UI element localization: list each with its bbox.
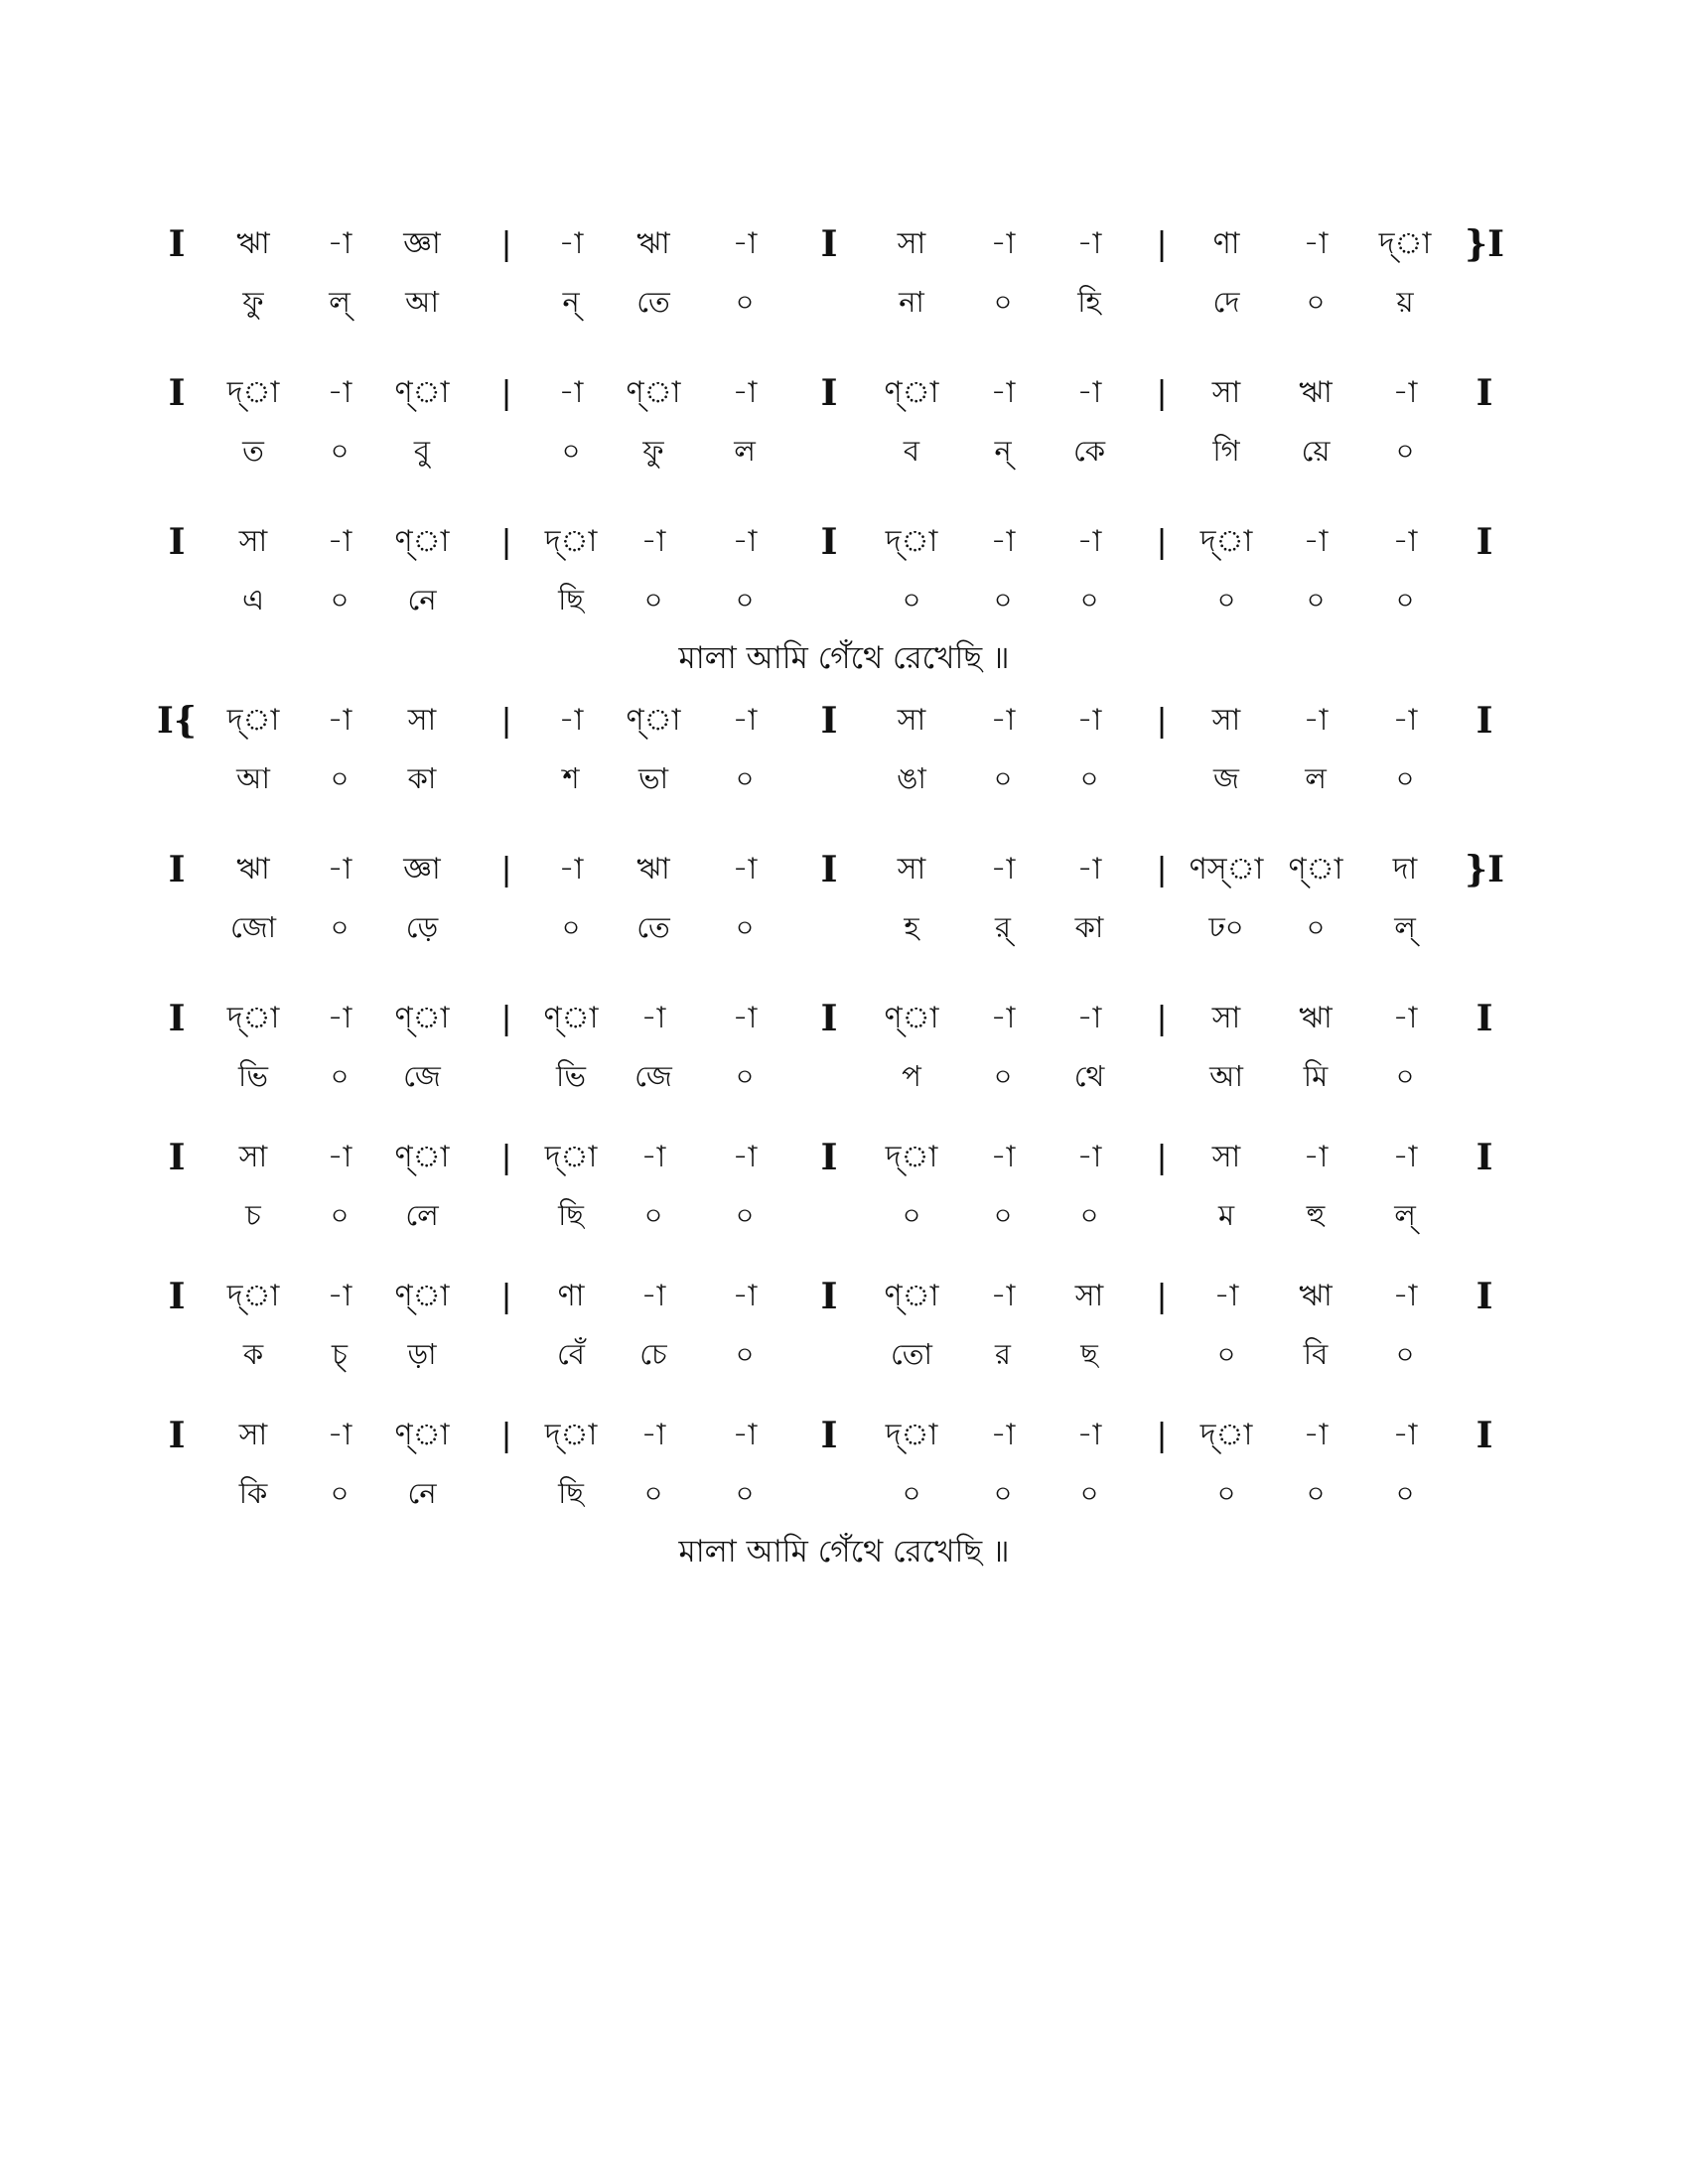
- swara-row: [0, 365, 1688, 421]
- swara-note: ণ্া: [884, 1001, 939, 1035]
- lyric-syllable: ০: [735, 1337, 755, 1371]
- lyric-syllable: ০: [1395, 1476, 1415, 1510]
- swara-note: -া: [732, 1140, 758, 1174]
- lyric-syllable: ০: [1395, 583, 1415, 616]
- bar-line-minor: |: [501, 1139, 511, 1176]
- lyric-syllable: য়ে: [1301, 434, 1331, 468]
- bar-line-major: I: [168, 521, 186, 563]
- swara-note: -া: [990, 703, 1016, 738]
- swara-note: ঋা: [636, 226, 670, 261]
- swara-note: -া: [1392, 1279, 1418, 1313]
- lyric-row: [0, 423, 1688, 478]
- swara-note: দ্া: [226, 703, 280, 738]
- lyric-syllable: জো: [229, 910, 277, 944]
- lyric-syllable: ম: [1217, 1198, 1235, 1232]
- swara-note: ণ্া: [394, 1418, 450, 1452]
- swara-note: -া: [327, 1001, 352, 1035]
- lyric-syllable: ০: [1306, 583, 1326, 616]
- lyric-syllable: ০: [643, 583, 663, 616]
- swara-note: -া: [1076, 524, 1102, 559]
- lyric-syllable: ০: [1395, 434, 1415, 468]
- swara-row: [0, 1269, 1688, 1324]
- bar-line-minor: |: [1157, 1000, 1167, 1037]
- swara-note: দ্া: [544, 524, 598, 559]
- lyric-syllable: এ: [241, 583, 265, 616]
- bar-line-minor: |: [501, 374, 511, 412]
- bar-line-minor: |: [501, 225, 511, 263]
- lyric-syllable: ০: [993, 583, 1013, 616]
- lyric-syllable: হ: [904, 910, 919, 944]
- swara-note: -া: [1392, 1001, 1418, 1035]
- lyric-syllable: র: [995, 1337, 1011, 1371]
- swara-note: ণ্া: [884, 1279, 939, 1313]
- lyric-syllable: তে: [636, 285, 670, 319]
- swara-note: -া: [732, 226, 758, 261]
- lyric-syllable: তে: [636, 910, 670, 944]
- bar-line-major: I: [820, 700, 838, 742]
- lyric-syllable: ০: [1306, 1476, 1326, 1510]
- lyric-syllable: ফু: [642, 434, 664, 468]
- lyric-syllable: ঢ০: [1208, 910, 1244, 944]
- lyric-syllable: ক: [242, 1337, 264, 1371]
- lyric-syllable: ০: [1395, 1059, 1415, 1093]
- swara-note: -া: [1076, 226, 1102, 261]
- lyric-syllable: জ: [1213, 761, 1239, 795]
- swara-note: -া: [327, 226, 352, 261]
- lyric-syllable: দে: [1212, 285, 1240, 319]
- bar-line-major: I: [1476, 700, 1493, 742]
- swara-note: দ্া: [226, 1279, 280, 1313]
- lyric-syllable: শ: [562, 761, 580, 795]
- lyric-syllable: চ: [245, 1198, 261, 1232]
- swara-note: ঋা: [1299, 1001, 1333, 1035]
- lyric-syllable: ত: [242, 434, 264, 468]
- swara-note: -া: [1303, 226, 1329, 261]
- lyric-syllable: আ: [236, 761, 270, 795]
- swara-note: -া: [732, 1418, 758, 1452]
- lyric-syllable: ফু: [242, 285, 264, 319]
- lyric-syllable: ০: [330, 761, 350, 795]
- lyric-syllable: ০: [1306, 910, 1326, 944]
- lyric-syllable: ০: [993, 1198, 1013, 1232]
- lyric-syllable: বি: [1303, 1337, 1329, 1371]
- lyric-syllable: বু: [413, 434, 431, 468]
- lyric-syllable: ০: [902, 1198, 921, 1232]
- lyric-syllable: ছি: [558, 583, 584, 616]
- lyric-row: [0, 1048, 1688, 1104]
- lyric-row: [0, 274, 1688, 330]
- swara-row: [0, 693, 1688, 749]
- lyric-syllable: আ: [405, 285, 439, 319]
- swara-note: -া: [990, 1140, 1016, 1174]
- swara-note: দ্া: [544, 1140, 598, 1174]
- swara-note: -া: [732, 703, 758, 738]
- bar-line-major: I: [168, 849, 186, 890]
- lyric-syllable: ছি: [558, 1476, 584, 1510]
- notation-line: [0, 1269, 1688, 1398]
- lyric-syllable: ০: [330, 434, 350, 468]
- bar-line-major: }I: [1465, 849, 1504, 890]
- swara-note: -া: [732, 852, 758, 887]
- swara-note: দ্া: [1199, 524, 1253, 559]
- swara-note: সা: [897, 226, 926, 261]
- bar-line-major: I: [820, 998, 838, 1039]
- lyric-syllable: ০: [1079, 1476, 1099, 1510]
- swara-note: -া: [1392, 375, 1418, 410]
- lyric-syllable: আ: [1209, 1059, 1243, 1093]
- lyric-syllable: ন্: [994, 434, 1012, 468]
- bar-line-minor: |: [1157, 702, 1167, 740]
- swara-row: [0, 216, 1688, 272]
- bar-line-major: I{: [157, 700, 197, 742]
- lyric-syllable: হি: [1077, 285, 1101, 319]
- lyric-syllable: ল্: [1394, 1198, 1416, 1232]
- swara-note: ঋা: [1299, 1279, 1333, 1313]
- lyric-row: [0, 899, 1688, 955]
- lyric-syllable: বেঁ: [557, 1337, 585, 1371]
- notation-line: [0, 1408, 1688, 1537]
- lyric-syllable: জে: [403, 1059, 441, 1093]
- swara-note: -া: [732, 1001, 758, 1035]
- bar-line-minor: |: [501, 702, 511, 740]
- swara-note: -া: [990, 852, 1016, 887]
- swara-note: -া: [640, 524, 666, 559]
- swara-note: -া: [640, 1279, 666, 1313]
- lyric-row: [0, 572, 1688, 627]
- lyric-syllable: ল: [1305, 761, 1327, 795]
- bar-line-minor: |: [501, 1417, 511, 1454]
- swara-note: সা: [1074, 1279, 1104, 1313]
- swara-note: সা: [238, 1418, 268, 1452]
- lyric-syllable: ০: [1216, 1476, 1236, 1510]
- swara-note: দ্া: [885, 524, 938, 559]
- lyric-syllable: ড়া: [407, 1337, 437, 1371]
- swara-note: সা: [897, 852, 926, 887]
- lyric-syllable: ০: [330, 583, 350, 616]
- lyric-syllable: প: [902, 1059, 921, 1093]
- swara-note: ণ্া: [626, 703, 681, 738]
- lyric-syllable: ব: [903, 434, 920, 468]
- swara-note: ণস্া: [1189, 852, 1264, 887]
- swara-note: -া: [327, 524, 352, 559]
- swara-note: -া: [732, 1279, 758, 1313]
- lyric-syllable: ০: [330, 910, 350, 944]
- swara-note: -া: [558, 226, 584, 261]
- swara-note: -া: [1076, 1140, 1102, 1174]
- swara-note: -া: [990, 524, 1016, 559]
- lyric-row: [0, 1465, 1688, 1521]
- bar-line-minor: |: [1157, 523, 1167, 561]
- swara-note: -া: [732, 524, 758, 559]
- lyric-syllable: ঙা: [897, 761, 926, 795]
- swara-note: -া: [1303, 703, 1329, 738]
- lyric-syllable: ০: [330, 1476, 350, 1510]
- swara-note: -া: [558, 852, 584, 887]
- lyric-syllable: ০: [1395, 1337, 1415, 1371]
- swara-note: ঋা: [236, 226, 270, 261]
- swara-note: -া: [1213, 1279, 1239, 1313]
- lyric-syllable: ০: [1079, 583, 1099, 616]
- lyric-syllable: ০: [735, 285, 755, 319]
- bar-line-major: I: [820, 1137, 838, 1178]
- swara-note: -া: [1076, 1418, 1102, 1452]
- swara-note: সা: [1211, 703, 1241, 738]
- swara-note: -া: [327, 852, 352, 887]
- swara-note: ণ্া: [394, 1001, 450, 1035]
- bar-line-major: I: [820, 1415, 838, 1456]
- lyric-syllable: র্: [995, 910, 1011, 944]
- refrain-text: মালা আমি গেঁথে রেখেছি ॥: [678, 640, 1010, 676]
- swara-note: ণ্া: [626, 375, 681, 410]
- swara-note: -া: [1076, 1001, 1102, 1035]
- bar-line-major: I: [1476, 521, 1493, 563]
- bar-line-minor: |: [501, 1000, 511, 1037]
- lyric-syllable: চ্: [332, 1337, 348, 1371]
- swara-note: -া: [327, 1140, 352, 1174]
- lyric-syllable: ০: [735, 910, 755, 944]
- swara-note: -া: [1303, 1418, 1329, 1452]
- lyric-row: [0, 751, 1688, 806]
- swara-note: ণ্া: [394, 1279, 450, 1313]
- swara-note: -া: [1303, 524, 1329, 559]
- bar-line-major: I: [820, 521, 838, 563]
- bar-line-major: I: [820, 223, 838, 265]
- swara-note: -া: [1076, 703, 1102, 738]
- lyric-syllable: ০: [735, 583, 755, 616]
- swara-note: ণ্া: [884, 375, 939, 410]
- lyric-syllable: মি: [1303, 1059, 1329, 1093]
- lyric-syllable: থে: [1073, 1059, 1105, 1093]
- notation-line: [0, 365, 1688, 494]
- lyric-syllable: কি: [238, 1476, 268, 1510]
- swara-note: -া: [640, 1140, 666, 1174]
- lyric-syllable: কা: [1074, 910, 1104, 944]
- swara-note: -া: [990, 375, 1016, 410]
- lyric-syllable: ভি: [238, 1059, 268, 1093]
- bar-line-major: I: [168, 1276, 186, 1317]
- swara-note: -া: [1392, 1140, 1418, 1174]
- lyric-syllable: য়: [1396, 285, 1414, 319]
- swara-note: -া: [327, 375, 352, 410]
- swara-note: -া: [990, 1001, 1016, 1035]
- lyric-syllable: ০: [735, 1476, 755, 1510]
- lyric-syllable: ০: [1395, 761, 1415, 795]
- lyric-syllable: কা: [407, 761, 437, 795]
- swara-note: -া: [327, 703, 352, 738]
- swara-note: -া: [1076, 852, 1102, 887]
- swara-note: -া: [558, 375, 584, 410]
- bar-line-minor: |: [501, 1278, 511, 1315]
- swara-note: সা: [1211, 375, 1241, 410]
- swara-note: ণ্া: [394, 1140, 450, 1174]
- lyric-syllable: জে: [634, 1059, 672, 1093]
- notation-line: [0, 991, 1688, 1120]
- lyric-row: [0, 1187, 1688, 1243]
- lyric-syllable: ল্: [329, 285, 351, 319]
- lyric-syllable: ন্: [562, 285, 580, 319]
- swara-note: -া: [990, 226, 1016, 261]
- lyric-syllable: ০: [561, 910, 581, 944]
- lyric-row: [0, 1326, 1688, 1382]
- bar-line-minor: |: [1157, 225, 1167, 263]
- notation-line: [0, 842, 1688, 971]
- swara-note: -া: [640, 1001, 666, 1035]
- lyric-syllable: ০: [561, 434, 581, 468]
- lyric-syllable: ০: [330, 1198, 350, 1232]
- bar-line-major: I: [1476, 1137, 1493, 1178]
- bar-line-major: I: [820, 1276, 838, 1317]
- swara-note: ণা: [557, 1279, 585, 1313]
- bar-line-major: I: [168, 1415, 186, 1456]
- swara-note: -া: [640, 1418, 666, 1452]
- swara-note: ণ্া: [394, 375, 450, 410]
- swara-note: ণ্া: [543, 1001, 599, 1035]
- swara-row: [0, 1130, 1688, 1185]
- swara-note: দ্া: [544, 1418, 598, 1452]
- swara-note: দ্া: [226, 375, 280, 410]
- swara-note: সা: [1211, 1001, 1241, 1035]
- bar-line-minor: |: [1157, 851, 1167, 888]
- lyric-syllable: না: [899, 285, 924, 319]
- swara-note: সা: [407, 703, 437, 738]
- swara-note: সা: [238, 1140, 268, 1174]
- lyric-syllable: নে: [407, 1476, 437, 1510]
- swara-note: -া: [558, 703, 584, 738]
- lyric-syllable: ভা: [637, 761, 669, 795]
- lyric-syllable: ০: [993, 761, 1013, 795]
- lyric-syllable: ড়ে: [405, 910, 439, 944]
- lyric-syllable: ছ: [1080, 1337, 1098, 1371]
- bar-line-minor: |: [1157, 1417, 1167, 1454]
- bar-line-major: I: [820, 372, 838, 414]
- bar-line-major: I: [168, 223, 186, 265]
- bar-line-major: I: [168, 1137, 186, 1178]
- bar-line-major: I: [168, 372, 186, 414]
- swara-note: দ্া: [885, 1140, 938, 1174]
- lyric-syllable: ০: [1079, 1198, 1099, 1232]
- swara-note: ণ্া: [1288, 852, 1343, 887]
- lyric-syllable: ০: [735, 761, 755, 795]
- swara-note: ণ্া: [394, 524, 450, 559]
- swara-note: ঋা: [236, 852, 270, 887]
- swara-row: [0, 1408, 1688, 1463]
- swara-note: -া: [327, 1418, 352, 1452]
- lyric-syllable: ০: [643, 1476, 663, 1510]
- notation-line: [0, 216, 1688, 345]
- swara-note: -া: [990, 1418, 1016, 1452]
- swara-note: দ্া: [885, 1418, 938, 1452]
- swara-row: [0, 842, 1688, 897]
- swara-note: ঋা: [1299, 375, 1333, 410]
- swara-note: সা: [1211, 1140, 1241, 1174]
- bar-line-minor: |: [501, 851, 511, 888]
- lyric-syllable: ০: [1079, 761, 1099, 795]
- lyric-syllable: ০: [902, 583, 921, 616]
- swara-note: জ্ঞা: [403, 852, 441, 887]
- bar-line-minor: |: [1157, 1139, 1167, 1176]
- swara-note: সা: [238, 524, 268, 559]
- lyric-syllable: ০: [993, 285, 1013, 319]
- refrain-text: মালা আমি গেঁথে রেখেছি ॥: [678, 1534, 1010, 1570]
- lyric-syllable: ০: [1306, 285, 1326, 319]
- lyric-syllable: ০: [1216, 1337, 1236, 1371]
- bar-line-major: I: [1476, 998, 1493, 1039]
- swara-note: ঋা: [636, 852, 670, 887]
- lyric-syllable: ল্: [1394, 910, 1416, 944]
- swara-note: দা: [1392, 852, 1418, 887]
- bar-line-minor: |: [1157, 1278, 1167, 1315]
- lyric-syllable: ০: [1216, 583, 1236, 616]
- lyric-syllable: নে: [407, 583, 437, 616]
- swara-note: -া: [1303, 1140, 1329, 1174]
- lyric-syllable: ল: [734, 434, 756, 468]
- lyric-syllable: গি: [1212, 434, 1240, 468]
- lyric-syllable: ০: [993, 1476, 1013, 1510]
- swara-row: [0, 991, 1688, 1046]
- swara-note: -া: [732, 375, 758, 410]
- lyric-syllable: ০: [993, 1059, 1013, 1093]
- swara-note: দ্া: [1378, 226, 1432, 261]
- swara-note: সা: [897, 703, 926, 738]
- lyric-syllable: লে: [405, 1198, 439, 1232]
- lyric-syllable: ভি: [556, 1059, 586, 1093]
- swara-note: দ্া: [1199, 1418, 1253, 1452]
- bar-line-major: I: [1476, 372, 1493, 414]
- bar-line-major: I: [820, 849, 838, 890]
- lyric-syllable: কে: [1072, 434, 1106, 468]
- bar-line-major: }I: [1465, 223, 1504, 265]
- swara-note: -া: [1392, 524, 1418, 559]
- swara-note: -া: [1392, 1418, 1418, 1452]
- swara-note: -া: [990, 1279, 1016, 1313]
- lyric-syllable: ০: [643, 1198, 663, 1232]
- lyric-syllable: তো: [891, 1337, 932, 1371]
- lyric-syllable: ০: [902, 1476, 921, 1510]
- notation-line: [0, 693, 1688, 822]
- bar-line-minor: |: [1157, 374, 1167, 412]
- lyric-syllable: ০: [735, 1198, 755, 1232]
- lyric-syllable: ০: [735, 1059, 755, 1093]
- bar-line-major: I: [1476, 1415, 1493, 1456]
- lyric-syllable: চে: [639, 1337, 667, 1371]
- notation-line: [0, 514, 1688, 643]
- lyric-syllable: ছি: [558, 1198, 584, 1232]
- swara-row: [0, 514, 1688, 570]
- swara-note: জ্ঞা: [403, 226, 441, 261]
- bar-line-minor: |: [501, 523, 511, 561]
- swara-note: -া: [1076, 375, 1102, 410]
- swara-note: দ্া: [226, 1001, 280, 1035]
- lyric-syllable: ০: [330, 1059, 350, 1093]
- bar-line-major: I: [168, 998, 186, 1039]
- notation-line: [0, 1130, 1688, 1259]
- lyric-syllable: হু: [1306, 1198, 1326, 1232]
- swara-note: -া: [1392, 703, 1418, 738]
- bar-line-major: I: [1476, 1276, 1493, 1317]
- swara-note: -া: [327, 1279, 352, 1313]
- swara-note: ণা: [1212, 226, 1240, 261]
